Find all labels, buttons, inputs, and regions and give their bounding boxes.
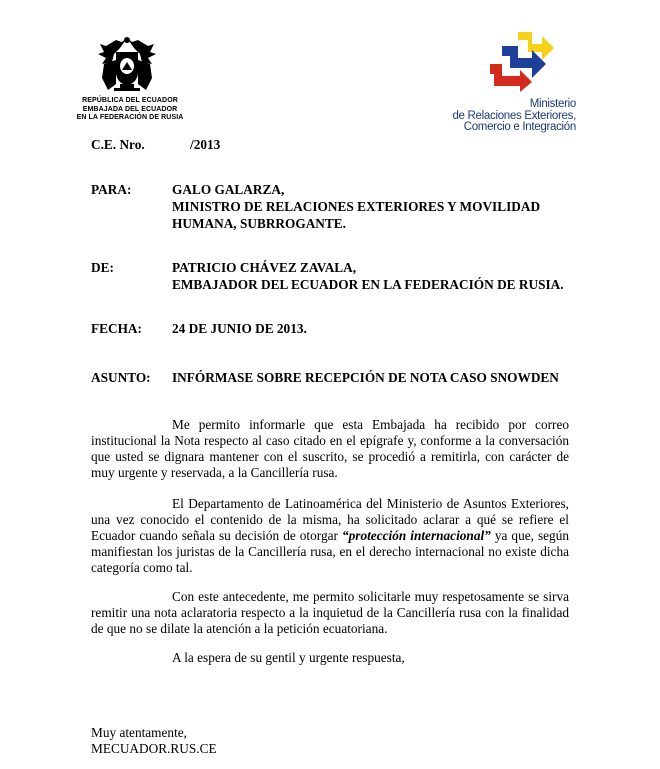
fecha-value: 24 DE JUNIO DE 2013. [172, 321, 307, 336]
closing-salutation: Muy atentamente, [91, 725, 187, 740]
body-paragraph-4: A la espera de su gentil y urgente respuesta, [172, 650, 405, 665]
coat-of-arms-icon [96, 34, 158, 94]
paragraph-text: ya que, según manifiestan los juristas de la Cancillería rusa, en el derecho internacional no existe dicha categoría como tal. [91, 528, 569, 575]
ministry-letterhead [436, 99, 576, 134]
ministry-line: Comercio e Integración [463, 121, 576, 133]
de-line: PATRICIO CHÁVEZ ZAVALA, [172, 260, 357, 275]
de-label: DE: [91, 260, 114, 275]
letterhead-line: REPÚBLICA DEL ECUADOR [82, 97, 178, 104]
ministry-logo-icon [488, 30, 558, 92]
asunto-value: INFÓRMASE SOBRE RECEPCIÓN DE NOTA CASO SNOWDEN [172, 370, 559, 385]
de-line: EMBAJADOR DEL ECUADOR EN LA FEDERACIÓN DE RUSIA. [172, 277, 564, 292]
para-line: HUMANA, SUBRROGANTE. [172, 216, 346, 231]
ref-value: /2013 [190, 137, 221, 152]
para-line: GALO GALARZA, [172, 182, 285, 197]
highlighted-term: “protección internacional” [341, 528, 491, 543]
body-paragraph-2 [91, 496, 569, 576]
letterhead-line: EMBAJADA DEL ECUADOR [82, 105, 178, 113]
embassy-letterhead [60, 97, 200, 123]
para-label: PARA: [91, 182, 132, 197]
body-paragraph-3: Con este antecedente, me permito solicitarle muy respetosamente se sirva remitir una nota aclaratoria respecto a la inquietud de la Cancillería rusa con la finalidad de que no se dilate la atención a la petición ecuatoriana. [91, 589, 569, 636]
asunto-label: ASUNTO: [91, 370, 151, 385]
ref-label: C.E. Nro. [91, 137, 145, 152]
ministry-line: Ministerio [529, 98, 576, 110]
ministry-line: de Relaciones Exteriores, [452, 109, 576, 122]
para-line: MINISTRO DE RELACIONES EXTERIORES Y MOVILIDAD [172, 199, 541, 214]
body-paragraph-1: Me permito informarle que esta Embajada ha recibido por correo institucional la Nota respecto al caso citado en el epígrafe y, conforme a la conversación que usted se dignara mantener con el suscrito, se procedió a remitirla, con carácter de muy urgente y reservada, a la Cancillería rusa. [91, 417, 569, 480]
signature: MECUADOR.RUS.CE [91, 741, 217, 756]
fecha-label: FECHA: [91, 321, 142, 336]
paragraph-text: El Departamento de Latinoamérica del Ministerio de Asuntos Exteriores, una vez conocido el contenido de la misma, ha solicitado aclarar a qué se refiere el Ecuador cuando señala su decisión de otorgar [91, 496, 569, 543]
letterhead-line: EN LA FEDERACIÓN DE RUSIA [76, 114, 184, 122]
